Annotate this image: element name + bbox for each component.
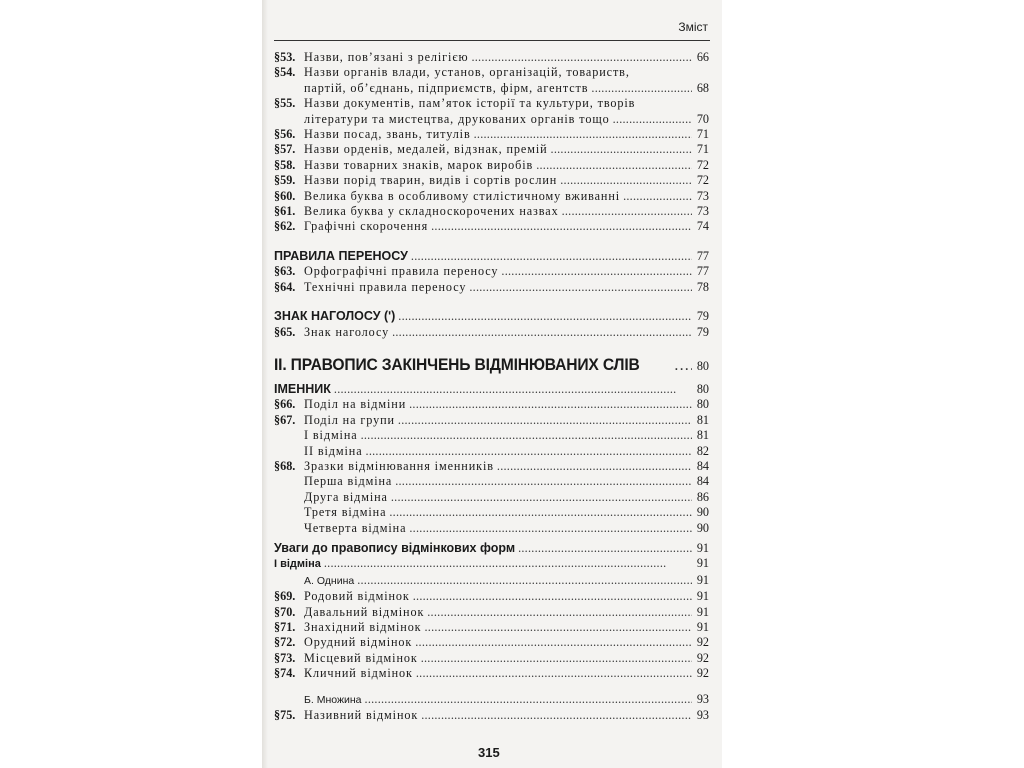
- entry-page: 68: [696, 80, 709, 95]
- toc-subentry: [274, 505, 709, 520]
- dot-leader: [398, 413, 692, 428]
- entry-page: 80: [696, 381, 709, 396]
- toc-entry: [274, 127, 709, 142]
- entry-page: 66: [696, 50, 709, 64]
- entry-page: 91: [696, 540, 709, 555]
- toc-entry: [274, 96, 709, 111]
- entry-title: Зразки відмінювання іменників: [304, 458, 494, 473]
- toc-entry: [274, 589, 709, 604]
- entry-title: Графічні скорочення: [304, 219, 429, 234]
- dot-leader: [334, 382, 692, 397]
- entry-title: Назви товарних знаків, марок виробів: [304, 157, 534, 172]
- dot-leader: [398, 309, 692, 324]
- toc-entry: [274, 651, 709, 666]
- section-title: ПРАВИЛА ПЕРЕНОСУ: [274, 248, 408, 263]
- toc-entry: [274, 620, 709, 635]
- entry-page: 79: [696, 309, 709, 324]
- entry-title: Назви документів, пам’яток історії та культури, творів: [304, 96, 636, 111]
- dot-leader: [409, 397, 692, 412]
- entry-number: §69.: [274, 589, 296, 604]
- entry-title: Кличний відмінок: [304, 666, 413, 681]
- entry-title: Назви порід тварин, видів і сортів рослин: [304, 173, 558, 188]
- dot-leader: [409, 521, 692, 536]
- toc-entry: [274, 189, 709, 204]
- entry-page: 81: [696, 412, 709, 427]
- entry-number: §70.: [274, 604, 296, 619]
- entry-title-continued: літератури та мистецтва, друкованих органів тощо: [304, 111, 610, 126]
- entry-number: §62.: [274, 219, 296, 234]
- subentry-title: Перша відміна: [304, 474, 393, 489]
- entry-page: 80: [696, 397, 709, 412]
- entry-title: Місцевий відмінок: [304, 650, 418, 665]
- dot-leader: [411, 249, 692, 264]
- toc-entry: [274, 459, 709, 474]
- dot-leader: [425, 620, 692, 635]
- page-number: 315: [478, 745, 500, 760]
- entry-page: 73: [696, 204, 709, 219]
- entry-page: 70: [696, 111, 709, 126]
- toc-entry: [274, 173, 709, 188]
- entry-page: 77: [696, 264, 709, 279]
- dot-leader: [536, 158, 692, 173]
- entry-title: Назви орденів, медалей, відзнак, премій: [304, 142, 548, 157]
- entry-title: Технічні правила переносу: [304, 279, 467, 294]
- subentry-title: ІІ відміна: [304, 443, 363, 458]
- toc-entry: [274, 142, 709, 157]
- entry-number: §65.: [274, 324, 296, 339]
- entry-number: §64.: [274, 279, 296, 294]
- dot-leader: [623, 189, 692, 204]
- entry-title: Назви, пов’язані з релігією: [304, 50, 469, 64]
- dot-leader: [471, 50, 692, 65]
- toc-entry: [274, 280, 709, 295]
- entry-number: §53.: [274, 50, 296, 64]
- entry-title: Давальний відмінок: [304, 604, 425, 619]
- dot-leader: [421, 651, 692, 666]
- entry-page: 86: [696, 489, 709, 504]
- dot-leader: [366, 444, 692, 459]
- header-title: Зміст: [678, 20, 708, 34]
- subentry-title: Третя відміна: [304, 505, 387, 520]
- entry-number: §57.: [274, 142, 296, 157]
- dot-leader: [365, 692, 692, 707]
- entry-page: 91: [696, 572, 709, 587]
- entry-title: Знахідний відмінок: [304, 620, 422, 634]
- dot-leader: [497, 459, 692, 474]
- entry-page: 84: [696, 474, 709, 489]
- section-title: Уваги до правопису відмінкових форм: [274, 540, 516, 555]
- dot-leader: [562, 204, 692, 219]
- entry-page: 92: [696, 650, 709, 665]
- entry-page: 91: [696, 556, 709, 571]
- entry-number: §56.: [274, 127, 296, 142]
- dot-leader: [421, 708, 692, 723]
- toc-entry: [274, 605, 709, 620]
- entry-page: 93: [696, 691, 709, 706]
- page-gutter-shadow: [262, 0, 268, 768]
- entry-page: 92: [696, 635, 709, 650]
- subentry-title: А. Однина: [304, 574, 355, 587]
- entry-number: §54.: [274, 65, 296, 80]
- toc-section-heading: [274, 249, 709, 264]
- toc-entry: [274, 65, 709, 80]
- entry-number: §68.: [274, 458, 296, 473]
- entry-page: 81: [696, 428, 709, 443]
- entry-number: §58.: [274, 157, 296, 172]
- entry-page: 80: [696, 358, 709, 373]
- subentry-title: Друга відміна: [304, 489, 388, 504]
- entry-title: Орфографічні правила переносу: [304, 264, 499, 279]
- entry-page: 72: [696, 157, 709, 172]
- dot-leader: [361, 428, 692, 443]
- dot-leader: [395, 474, 692, 489]
- dot-leader: [560, 173, 692, 188]
- entry-page: 77: [696, 248, 709, 263]
- entry-page: 93: [696, 708, 709, 723]
- entry-page: 91: [696, 589, 709, 604]
- entry-page: 73: [696, 188, 709, 203]
- toc-entry: [274, 158, 709, 173]
- dot-leader: [415, 635, 692, 650]
- dot-leader: [613, 112, 692, 127]
- entry-number: §75.: [274, 708, 296, 723]
- entry-title: Назви органів влади, установ, організацій, товариств,: [304, 65, 630, 80]
- entry-number: §67.: [274, 412, 296, 427]
- dot-leader: [324, 556, 692, 571]
- entry-number: §72.: [274, 635, 296, 650]
- toc-entry: [274, 50, 709, 65]
- dot-leader: [431, 219, 692, 234]
- dot-leader: [392, 325, 692, 340]
- toc-subentry: [274, 521, 709, 536]
- entry-page: 71: [696, 127, 709, 142]
- dot-leader: [469, 280, 692, 295]
- dot-leader: [591, 81, 692, 96]
- dot-leader: [474, 127, 692, 142]
- subentry-title: Б. Множина: [304, 693, 362, 706]
- subentry-title: І відміна: [304, 428, 358, 443]
- toc-entry-continuation: [274, 81, 709, 96]
- entry-number: §59.: [274, 173, 296, 188]
- dot-leader: [427, 605, 692, 620]
- toc-subentry: [274, 573, 709, 589]
- dot-leader: [391, 490, 692, 505]
- entry-title: Поділ на відміни: [304, 397, 407, 412]
- entry-page: 79: [696, 324, 709, 339]
- entry-title: Поділ на групи: [304, 412, 395, 427]
- entry-page: 71: [696, 142, 709, 157]
- toc-entry: [274, 635, 709, 650]
- dot-leader: [389, 505, 692, 520]
- entry-number: §71.: [274, 620, 296, 634]
- toc-subsection-heading: [274, 556, 709, 572]
- toc-section-heading: [274, 541, 709, 556]
- dot-leader: [416, 666, 692, 681]
- entry-title: Родовий відмінок: [304, 589, 410, 604]
- toc-subentry: [274, 474, 709, 489]
- toc-entry-continuation: [274, 112, 709, 127]
- entry-title: Велика буква в особливому стилістичному вживанні: [304, 188, 621, 203]
- entry-title: Знак наголосу: [304, 324, 390, 339]
- toc-entry: [274, 204, 709, 219]
- toc-subentry: [274, 490, 709, 505]
- dot-leader: [501, 264, 692, 279]
- dot-leader: [413, 589, 692, 604]
- entry-number: §66.: [274, 397, 296, 412]
- part-title: ІІ. ПРАВОПИС ЗАКІНЧЕНЬ ВІДМІНЮВАНИХ СЛІВ: [274, 354, 640, 374]
- entry-number: §74.: [274, 666, 296, 681]
- toc-section-heading: [274, 309, 709, 324]
- toc-subentry: [274, 444, 709, 459]
- subentry-title: Четверта відміна: [304, 520, 407, 535]
- toc-section-heading: [274, 382, 709, 397]
- toc-entry: [274, 397, 709, 412]
- subsection-title: І відміна: [274, 558, 321, 571]
- table-of-contents: [274, 50, 709, 723]
- toc-entry: [274, 413, 709, 428]
- entry-title: Називний відмінок: [304, 708, 419, 723]
- entry-page: 91: [696, 604, 709, 619]
- entry-page: 90: [696, 520, 709, 535]
- entry-page: 78: [696, 279, 709, 294]
- entry-page: 90: [696, 505, 709, 520]
- toc-entry: [274, 708, 709, 723]
- entry-number: §55.: [274, 96, 296, 111]
- entry-title: Велика буква у складноскорочених назвах: [304, 204, 559, 219]
- section-title: ЗНАК НАГОЛОСУ (ʹ): [274, 309, 396, 324]
- entry-title-continued: партій, об’єднань, підприємств, фірм, агентств: [304, 80, 589, 95]
- dot-leader: [551, 142, 692, 157]
- dot-leader: [674, 355, 692, 377]
- toc-subentry: [274, 692, 709, 708]
- entry-page: 92: [696, 666, 709, 681]
- toc-part-heading: [274, 354, 709, 377]
- toc-entry: [274, 325, 709, 340]
- entry-page: 91: [696, 620, 709, 634]
- entry-page: 84: [696, 458, 709, 473]
- entry-number: §63.: [274, 264, 296, 279]
- dot-leader: [518, 541, 692, 556]
- toc-entry: [274, 219, 709, 234]
- entry-page: 72: [696, 173, 709, 188]
- entry-number: §73.: [274, 650, 296, 665]
- entry-title: Назви посад, звань, титулів: [304, 127, 471, 142]
- dot-leader: [357, 573, 692, 588]
- entry-title: Орудний відмінок: [304, 635, 413, 650]
- toc-entry: [274, 264, 709, 279]
- entry-page: 74: [696, 219, 709, 234]
- toc-subentry: [274, 428, 709, 443]
- running-header: [274, 18, 710, 41]
- entry-number: §60.: [274, 188, 296, 203]
- entry-number: §61.: [274, 204, 296, 219]
- section-title: ІМЕННИК: [274, 381, 331, 396]
- toc-entry: [274, 666, 709, 681]
- entry-page: 82: [696, 443, 709, 458]
